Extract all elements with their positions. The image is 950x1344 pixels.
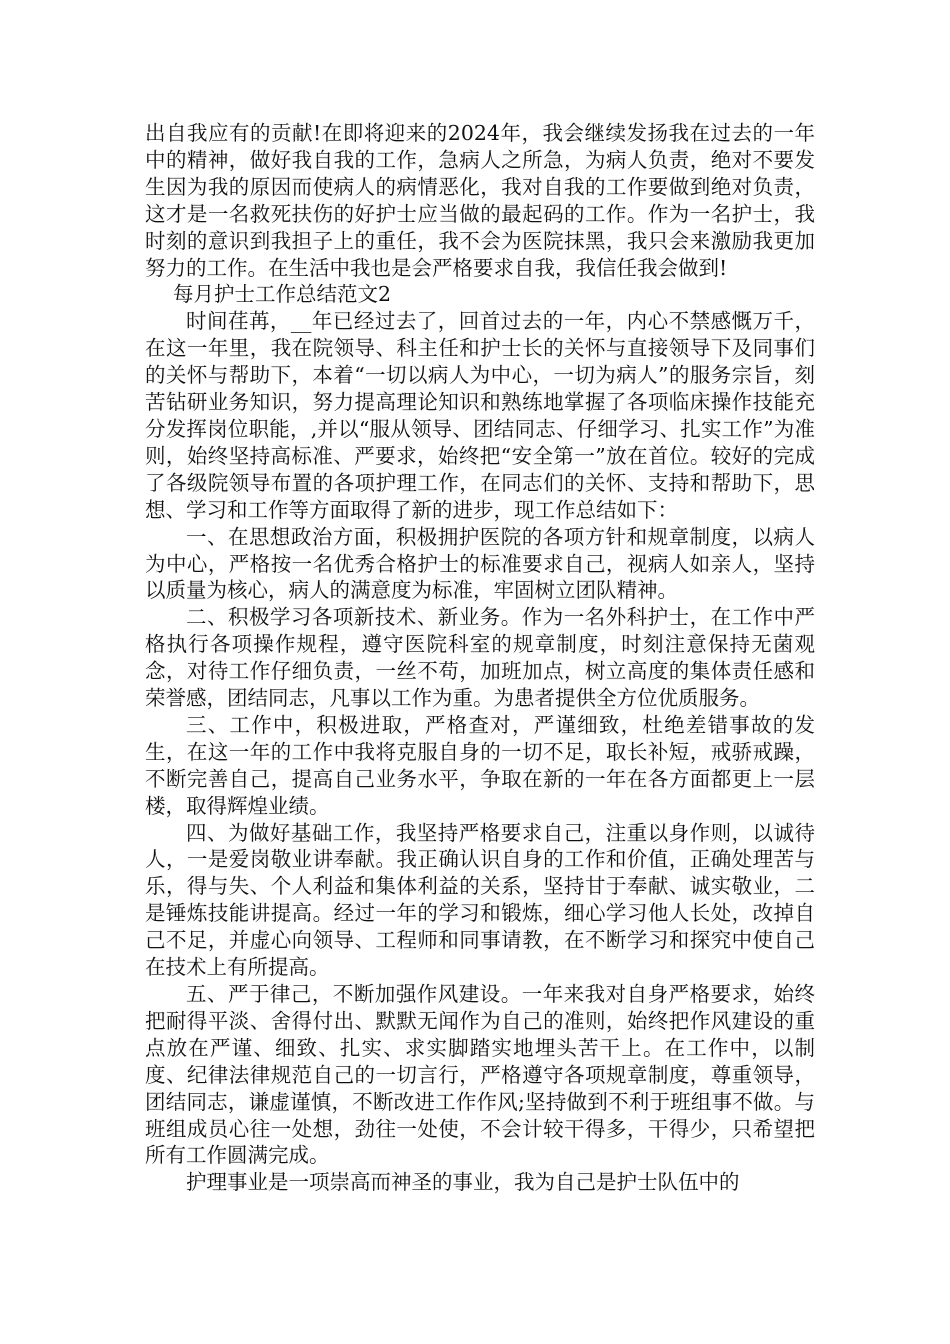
paragraph-point-1: 一、在思想政治方面，积极拥护医院的各项方针和规章制度，以病人为中心，严格按一名优秀合格护士的标准要求自己，视病人如亲人，坚持以质量为核心，病人的满意度为标准，牢固树立团队精神。 — [145, 524, 815, 603]
document-page — [145, 120, 815, 1196]
paragraph-point-2: 二、积极学习各项新技术、新业务。作为一名外科护士，在工作中严格执行各项操作规程，遵守医院科室的规章制度，时刻注意保持无菌观念，对待工作仔细负责，一丝不苟，加班加点，树立高度的集体责任感和荣誉感，团结同志，凡事以工作为重。为患者提供全方位优质服务。 — [145, 605, 815, 711]
paragraph-point-5: 五、严于律己，不断加强作风建设。一年来我对自身严格要求，始终把耐得平淡、舍得付出、默默无闻作为自己的准则，始终把作风建设的重点放在严谨、细致、扎实、求实脚踏实地埋头苦干上。在工作中，以制度、纪律法律规范自己的一切言行，严格遵守各项规章制度，尊重领导，团结同志，谦虚谨慎，不断改进工作作风;坚持做到不利于班组事不做。与班组成员心往一处想，劲往一处使，不会计较干得多，干得少，只希望把所有工作圆满完成。 — [145, 982, 815, 1168]
section-heading: 每月护士工作总结范文2 — [173, 282, 392, 307]
paragraph-point-4: 四、为做好基础工作，我坚持严格要求自己，注重以身作则，以诚待人，一是爱岗敬业讲奉献。我正确认识自身的工作和价值，正确处理苦与乐，得与失、个人利益和集体利益的关系，坚持甘于奉献、诚实敬业，二是锤炼技能讲提高。经过一年的学习和锻炼，细心学习他人长处，改掉自己不足，并虚心向领导、工程师和同事请教，在不断学习和探究中使自己在技术上有所提高。 — [145, 820, 815, 980]
paragraph-closing: 护理事业是一项崇高而神圣的事业，我为自己是护士队伍中的 — [186, 1170, 740, 1195]
paragraph-intro: 时间荏苒，__年已经过去了，回首过去的一年，内心不禁感慨万千，在这一年里，我在院领导、科主任和护士长的关怀与直接领导下及同事们的关怀与帮助下，本着“一切以病人为中心，一切为病人”的服务宗旨，刻苦钻研业务知识，努力提高理论知识和熟练地掌握了各项临床操作技能充分发挥岗位职能，,并以“服从领导、团结同志、仔细学习、扎实工作”为准则，始终坚持高标准、严要求，始终把“安全第一”放在首位。较好的完成了各级院领导布置的各项护理工作，在同志们的关怀、支持和帮助下，思想、学习和工作等方面取得了新的进步，现工作总结如下： — [145, 309, 815, 522]
paragraph-point-3: 三、工作中，积极进取，严格查对，严谨细致，杜绝差错事故的发生，在这一年的工作中我将克服自身的一切不足，取长补短，戒骄戒躁，不断完善自己，提高自己业务水平，争取在新的一年在各方面都更上一层楼，取得辉煌业绩。 — [145, 712, 815, 818]
paragraph-1: 出自我应有的贡献!在即将迎来的2024年，我会继续发扬我在过去的一年中的精神，做好我自我的工作，急病人之所急，为病人负责，绝对不要发生因为我的原因而使病人的病情恶化，我对自我的工作要做到绝对负责，这才是一名救死扶伤的好护士应当做的最起码的工作。作为一名护士，我时刻的意识到我担子上的重任，我不会为医院抹黑，我只会来激励我更加努力的工作。在生活中我也是会严格要求自我，我信任我会做到! — [145, 121, 815, 280]
